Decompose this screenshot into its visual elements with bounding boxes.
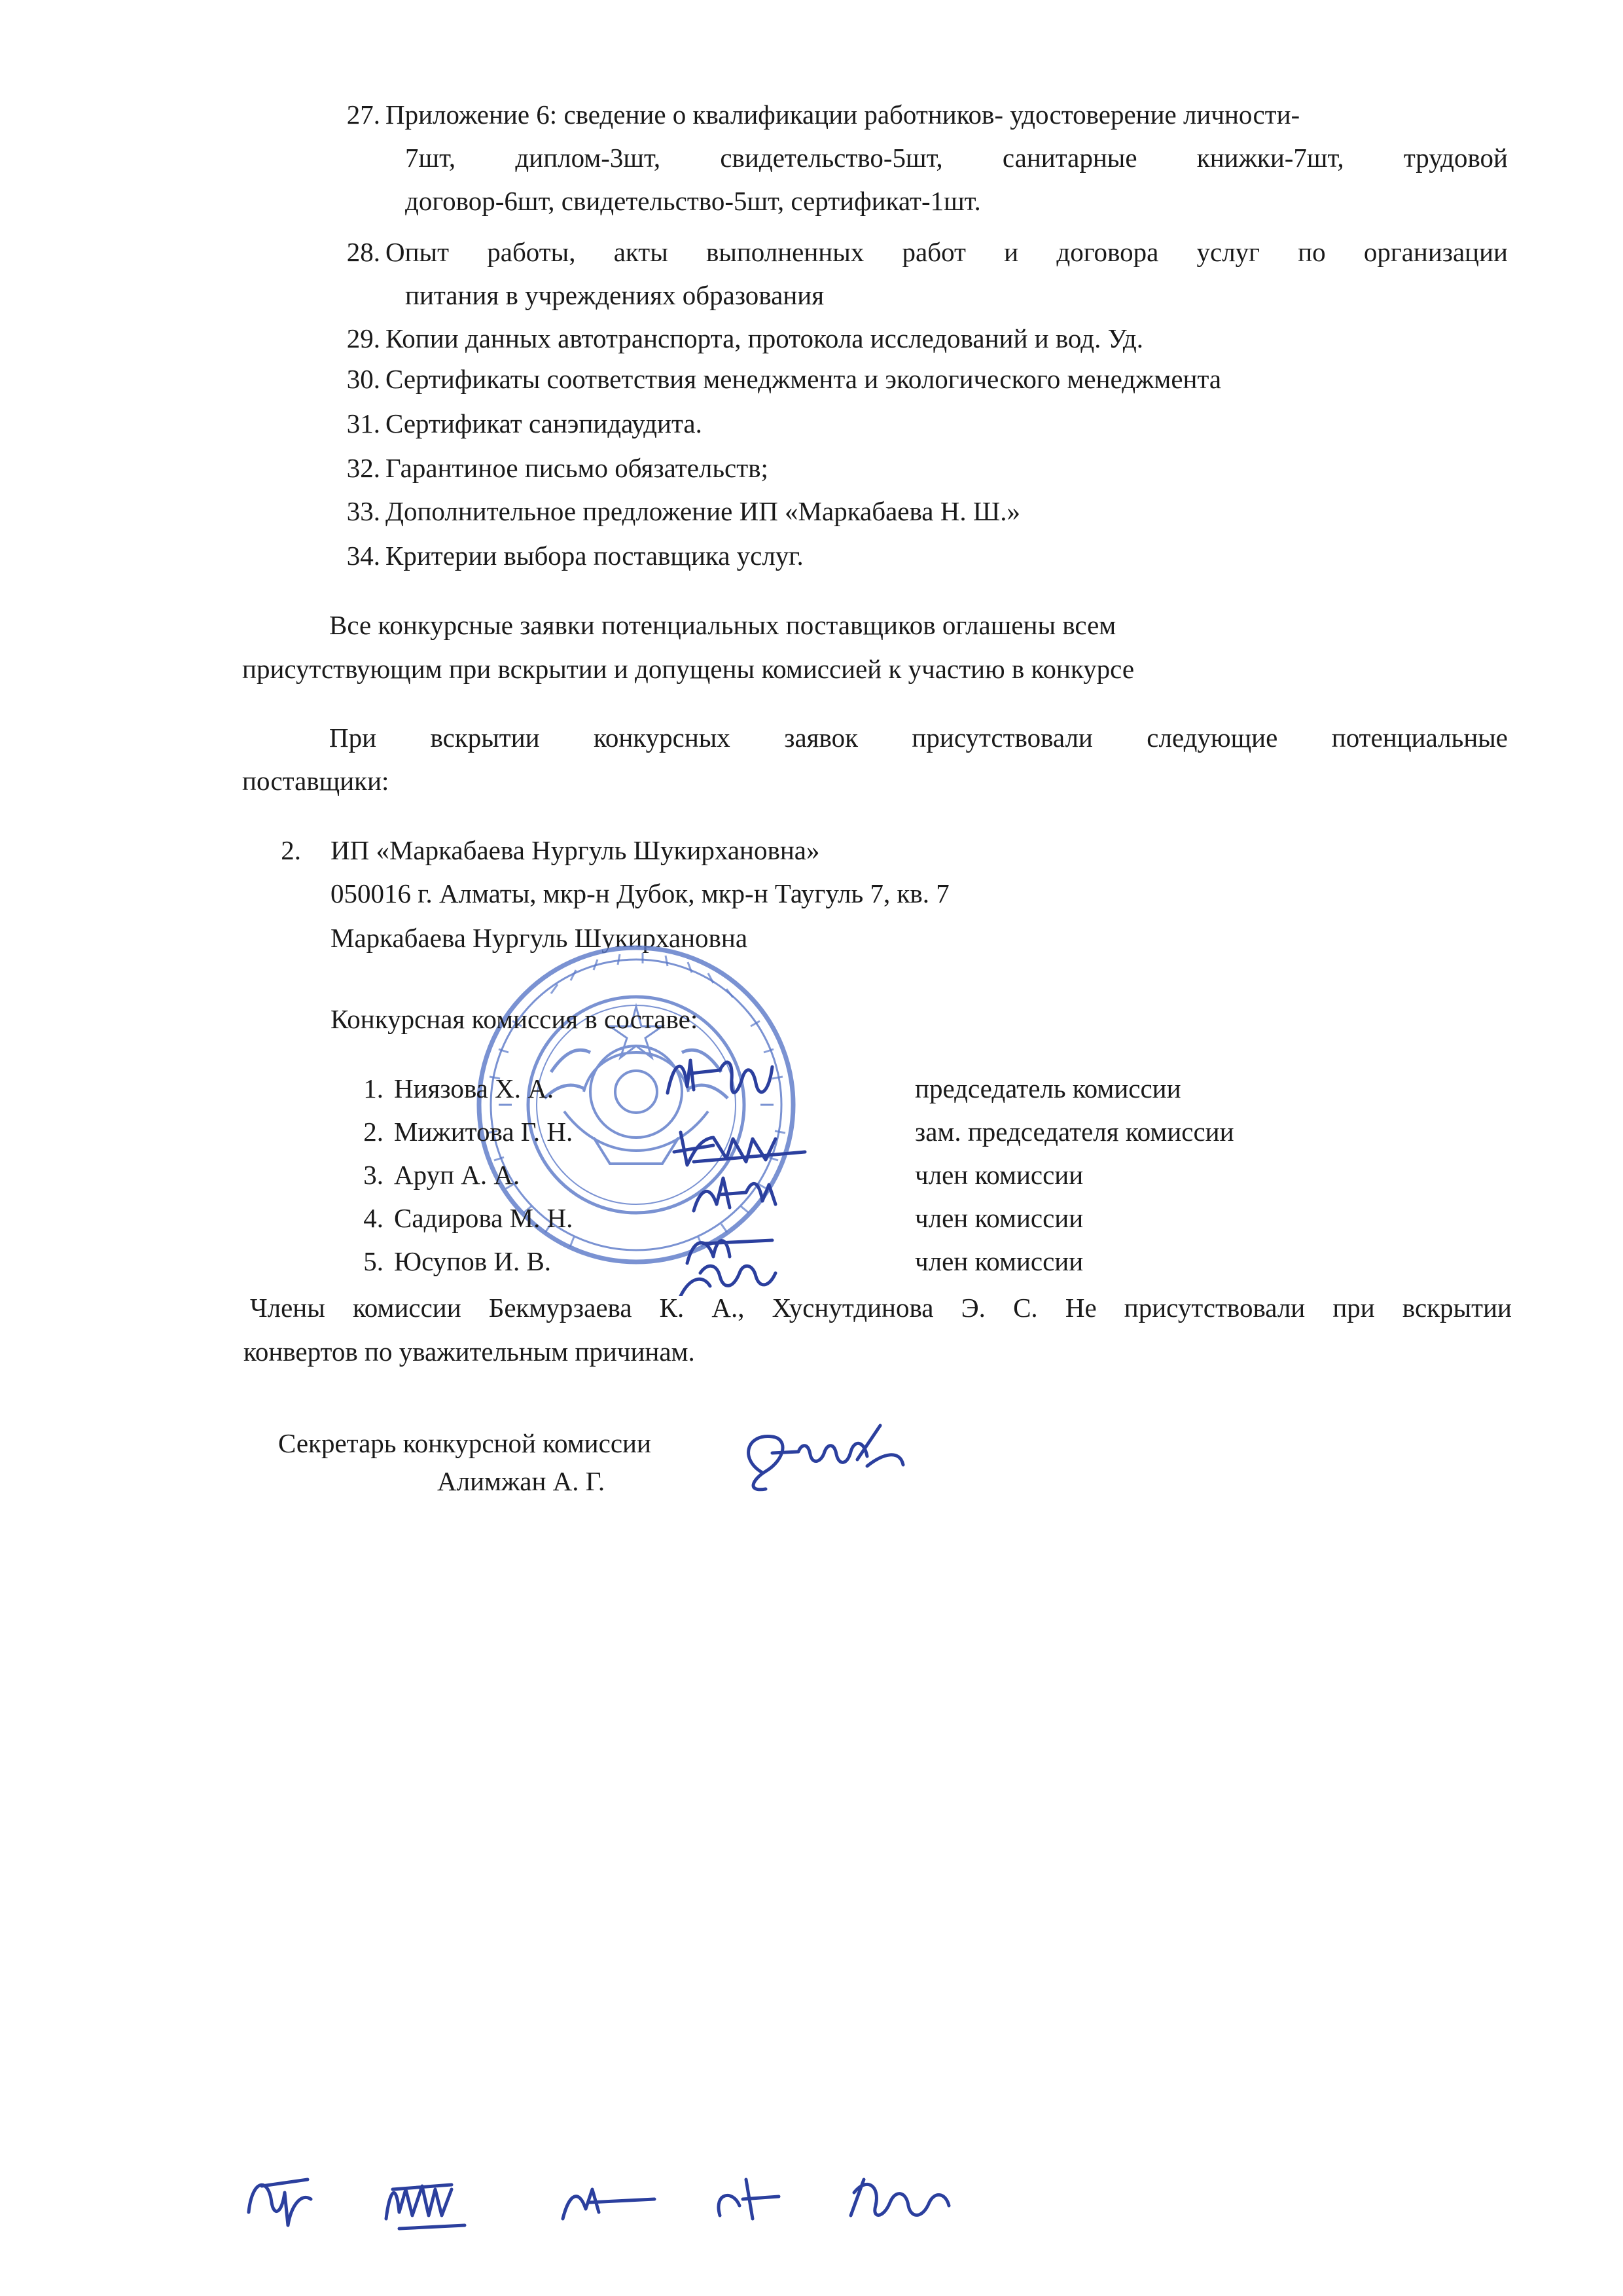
list-item-number: 33.: [346, 496, 380, 526]
list-item-number: 30.: [346, 364, 380, 394]
commission-title: Конкурсная комиссия в составе:: [330, 1004, 698, 1034]
list-item-text: Сертификаты соответствия менеджмента и экологического менеджмента: [385, 364, 1222, 394]
member-number: 2.: [363, 1117, 383, 1147]
member-name: Мижитова Г. Н.: [394, 1117, 573, 1147]
list-item-number: 32.: [346, 453, 380, 483]
member-number: 1.: [363, 1073, 383, 1103]
absent-note-line: конвертов по уважительным причинам.: [243, 1336, 695, 1367]
member-number: 5.: [363, 1246, 383, 1276]
list-item-text: Копии данных автотранспорта, протокола исследований и вод. Уд.: [385, 323, 1143, 353]
list-item-text: 7шт, диплом-3шт, свидетельство-5шт, санитарные книжки-7шт, трудовой: [405, 143, 1508, 173]
secretary-title: Секретарь конкурсной комиссии: [278, 1428, 651, 1458]
supplier-name: ИП «Маркабаева Нургуль Шукирхановна»: [330, 835, 820, 865]
paragraph-announced-line: Все конкурсные заявки потенциальных поставщиков оглашены всем: [329, 610, 1116, 640]
list-item-number: 31.: [346, 408, 380, 439]
supplier-number: 2.: [281, 835, 301, 865]
footer-initial-signatures: [236, 2153, 995, 2245]
list-item-text: питания в учреждениях образования: [405, 280, 825, 310]
absent-note-line: Члены комиссии Бекмурзаева К. А., Хуснутдинова Э. С. Не присутствовали при вскрытии: [250, 1293, 1512, 1323]
member-name: Юсупов И. В.: [394, 1246, 552, 1276]
list-item-text: Сертификат санэпидаудита.: [385, 408, 702, 439]
member-name: Аруп А. А.: [394, 1160, 520, 1190]
list-item-text: Гарантиное письмо обязательств;: [385, 453, 768, 483]
list-item-text: Дополнительное предложение ИП «Маркабаева Н. Ш.»: [385, 496, 1020, 526]
member-number: 3.: [363, 1160, 383, 1190]
member-signatures: [654, 1047, 851, 1296]
paragraph-present-line: При вскрытии конкурсных заявок присутствовали следующие потенциальные: [329, 723, 1508, 753]
list-item-text: Приложение 6: сведение о квалификации работников- удостоверение личности-: [385, 99, 1300, 130]
supplier-person: Маркабаева Нургуль Шукирхановна: [330, 923, 748, 953]
member-role: член комиссии: [915, 1246, 1084, 1276]
list-item-number: 34.: [346, 541, 380, 571]
member-role: член комиссии: [915, 1160, 1084, 1190]
paragraph-announced-line: присутствующим при вскрытии и допущены комиссией к участию в конкурсе: [242, 654, 1135, 684]
secretary-signature: [726, 1414, 923, 1512]
list-item-text: договор-6шт, свидетельство-5шт, сертификат-1шт.: [405, 186, 981, 216]
member-role: член комиссии: [915, 1203, 1084, 1233]
paragraph-present-line: поставщики:: [242, 766, 389, 796]
member-role: председатель комиссии: [915, 1073, 1181, 1103]
list-item-number: 28.: [346, 237, 380, 267]
secretary-name: Алимжан А. Г.: [437, 1466, 605, 1496]
member-name: Ниязова Х. А.: [394, 1073, 554, 1103]
supplier-address: 050016 г. Алматы, мкр-н Дубок, мкр-н Таугуль 7, кв. 7: [330, 878, 950, 908]
member-role: зам. председателя комиссии: [915, 1117, 1234, 1147]
list-item-text: Опыт работы, акты выполненных работ и договора услуг по организации: [385, 237, 1508, 267]
list-item-number: 29.: [346, 323, 380, 353]
member-number: 4.: [363, 1203, 383, 1233]
member-name: Садирова М. Н.: [394, 1203, 573, 1233]
list-item-number: 27.: [346, 99, 380, 130]
list-item-text: Критерии выбора поставщика услуг.: [385, 541, 804, 571]
